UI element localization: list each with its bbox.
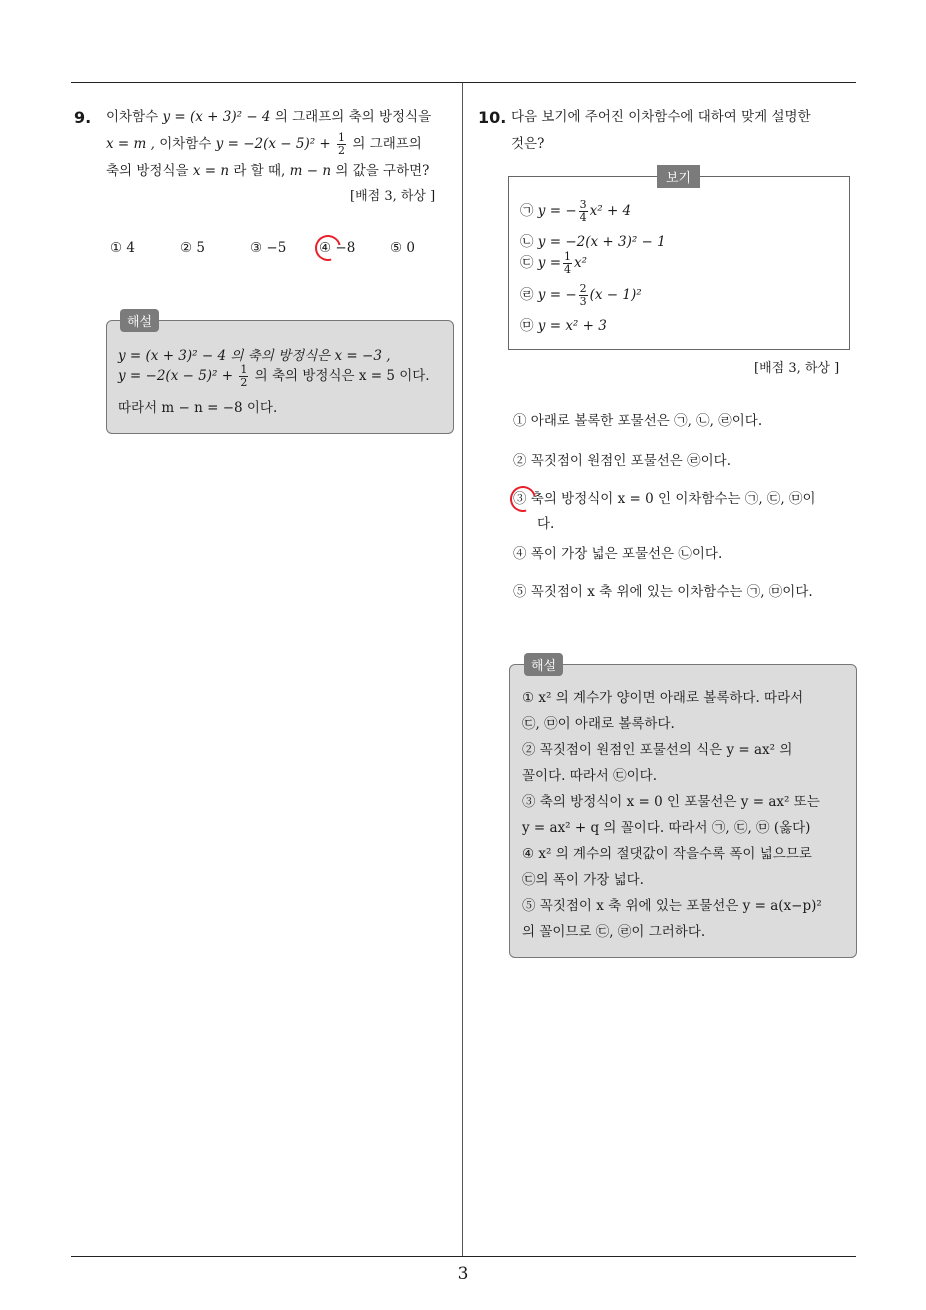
q10-choice-1[interactable]: ① 아래로 볼록한 포물선은 ㉠, ㉡, ㉣이다.	[513, 413, 763, 429]
q9-solution-line1: y = (x + 3)² − 4 의 축의 방정식은 x = −3 ,	[118, 348, 391, 364]
q9-solution-fraction: $\frac{1}{2}$	[240, 363, 248, 389]
q9-choice-4[interactable]: ④ −8	[319, 240, 356, 256]
q9-text: 라 할 때,	[233, 163, 286, 179]
q9-answer-mark	[310, 230, 346, 266]
q10-points: [배점 3, 하상 ]	[754, 361, 840, 376]
q9-eq2: y = −2(x − 5)² +	[215, 136, 331, 152]
q9-stem-line1	[106, 104, 431, 130]
page-number: 3	[457, 1264, 469, 1284]
q9-text: 의 그래프의	[352, 136, 422, 152]
q10-solution-tag: 해설	[524, 653, 563, 676]
bogi-item-5: ㉤ y = x² + 3	[520, 318, 607, 334]
q9-solution-line2	[118, 364, 430, 389]
q10-stem-line1: 다음 보기에 주어진 이차함수에 대하여 맞게 설명한	[511, 109, 811, 125]
q9-eq-n: x = n	[192, 163, 230, 179]
q10-stem-line2: 것은?	[511, 136, 545, 152]
q10-solution-line: ② 꼭짓점이 원점인 포물선의 식은 y = ax² 의	[522, 742, 793, 758]
q10-solution-line: ㉢, ㉤이 아래로 볼록하다.	[522, 716, 675, 732]
top-rule	[71, 82, 856, 83]
bogi-item-4: ㉣ y = − $\frac{2}{3}$ (x − 1)²	[520, 282, 642, 308]
q10-solution-line: 의 꼴이므로 ㉢, ㉣이 그러하다.	[522, 924, 706, 940]
q9-solution-line3: 따라서 m − n = −8 이다.	[118, 400, 278, 416]
q10-choice-2[interactable]: ② 꼭짓점이 원점인 포물선은 ㉣이다.	[513, 453, 731, 469]
q10-solution-line: ③ 축의 방정식이 x = 0 인 포물선은 y = ax² 또는	[522, 794, 820, 810]
bogi-tag: 보기	[657, 165, 700, 188]
q9-text: 이차함수	[106, 109, 159, 125]
q9-eq-m: x = m ,	[106, 136, 155, 152]
q9-choice-3[interactable]: ③ −5	[250, 240, 287, 256]
q10-number: 10.	[478, 108, 507, 127]
q9-text: 의 그래프의 축의 방정식을	[274, 109, 432, 125]
q9-text: 이차함수	[159, 136, 212, 152]
bottom-rule	[71, 1256, 856, 1257]
q9-text: 축의 방정식을	[106, 163, 189, 179]
q10-solution-line: ④ x² 의 계수의 절댓값이 작을수록 폭이 넓으므로	[522, 846, 812, 862]
q9-fraction: $\frac{1}{2}$	[338, 131, 346, 157]
q9-choice-5[interactable]: ⑤ 0	[390, 240, 415, 256]
q9-choice-1[interactable]: ① 4	[110, 240, 135, 256]
bogi-item-1: ㉠ y = − $\frac{3}{4}$ x² + 4	[520, 198, 632, 224]
q9-stem-line3	[106, 158, 429, 184]
q9-eq-diff: m − n	[289, 163, 332, 179]
bogi-item-2: ㉡ y = −2(x + 3)² − 1	[520, 234, 666, 250]
q10-solution-line: ① x² 의 계수가 양이면 아래로 볼록하다. 따라서	[522, 690, 804, 706]
q9-solution-eq: y = −2(x − 5)² +	[118, 368, 234, 384]
q9-choice-2[interactable]: ② 5	[180, 240, 205, 256]
q9-number: 9.	[74, 108, 92, 127]
q10-choice-4[interactable]: ④ 폭이 가장 넓은 포물선은 ㉡이다.	[513, 546, 723, 562]
q10-choice-3[interactable]: ③ 축의 방정식이 x = 0 인 이차함수는 ㉠, ㉢, ㉤이	[513, 491, 816, 507]
q9-eq1: y = (x + 3)² − 4	[162, 109, 271, 125]
bogi-item-3: ㉢ y = $\frac{1}{4}$ x²	[520, 250, 588, 276]
q9-stem-line2	[106, 131, 422, 157]
q10-choice-5[interactable]: ⑤ 꼭짓점이 x 축 위에 있는 이차함수는 ㉠, ㉤이다.	[513, 584, 813, 600]
q10-solution-line: ㉢의 폭이 가장 넓다.	[522, 872, 644, 888]
q10-solution-line: y = ax² + q 의 꼴이다. 따라서 ㉠, ㉢, ㉤ (옳다)	[522, 820, 811, 836]
q9-points: [배점 3, 하상 ]	[350, 189, 436, 204]
q10-solution-line: 꼴이다. 따라서 ㉢이다.	[522, 768, 657, 784]
q9-solution-tag: 해설	[120, 309, 159, 332]
q9-solution-text: 의 축의 방정식은 x = 5 이다.	[254, 368, 430, 384]
column-divider	[462, 83, 463, 1256]
q10-solution-line: ⑤ 꼭짓점이 x 축 위에 있는 포물선은 y = a(x−p)²	[522, 898, 822, 914]
q9-text: 의 값을 구하면?	[335, 163, 430, 179]
q10-choice-3-cont: 다.	[537, 516, 555, 532]
